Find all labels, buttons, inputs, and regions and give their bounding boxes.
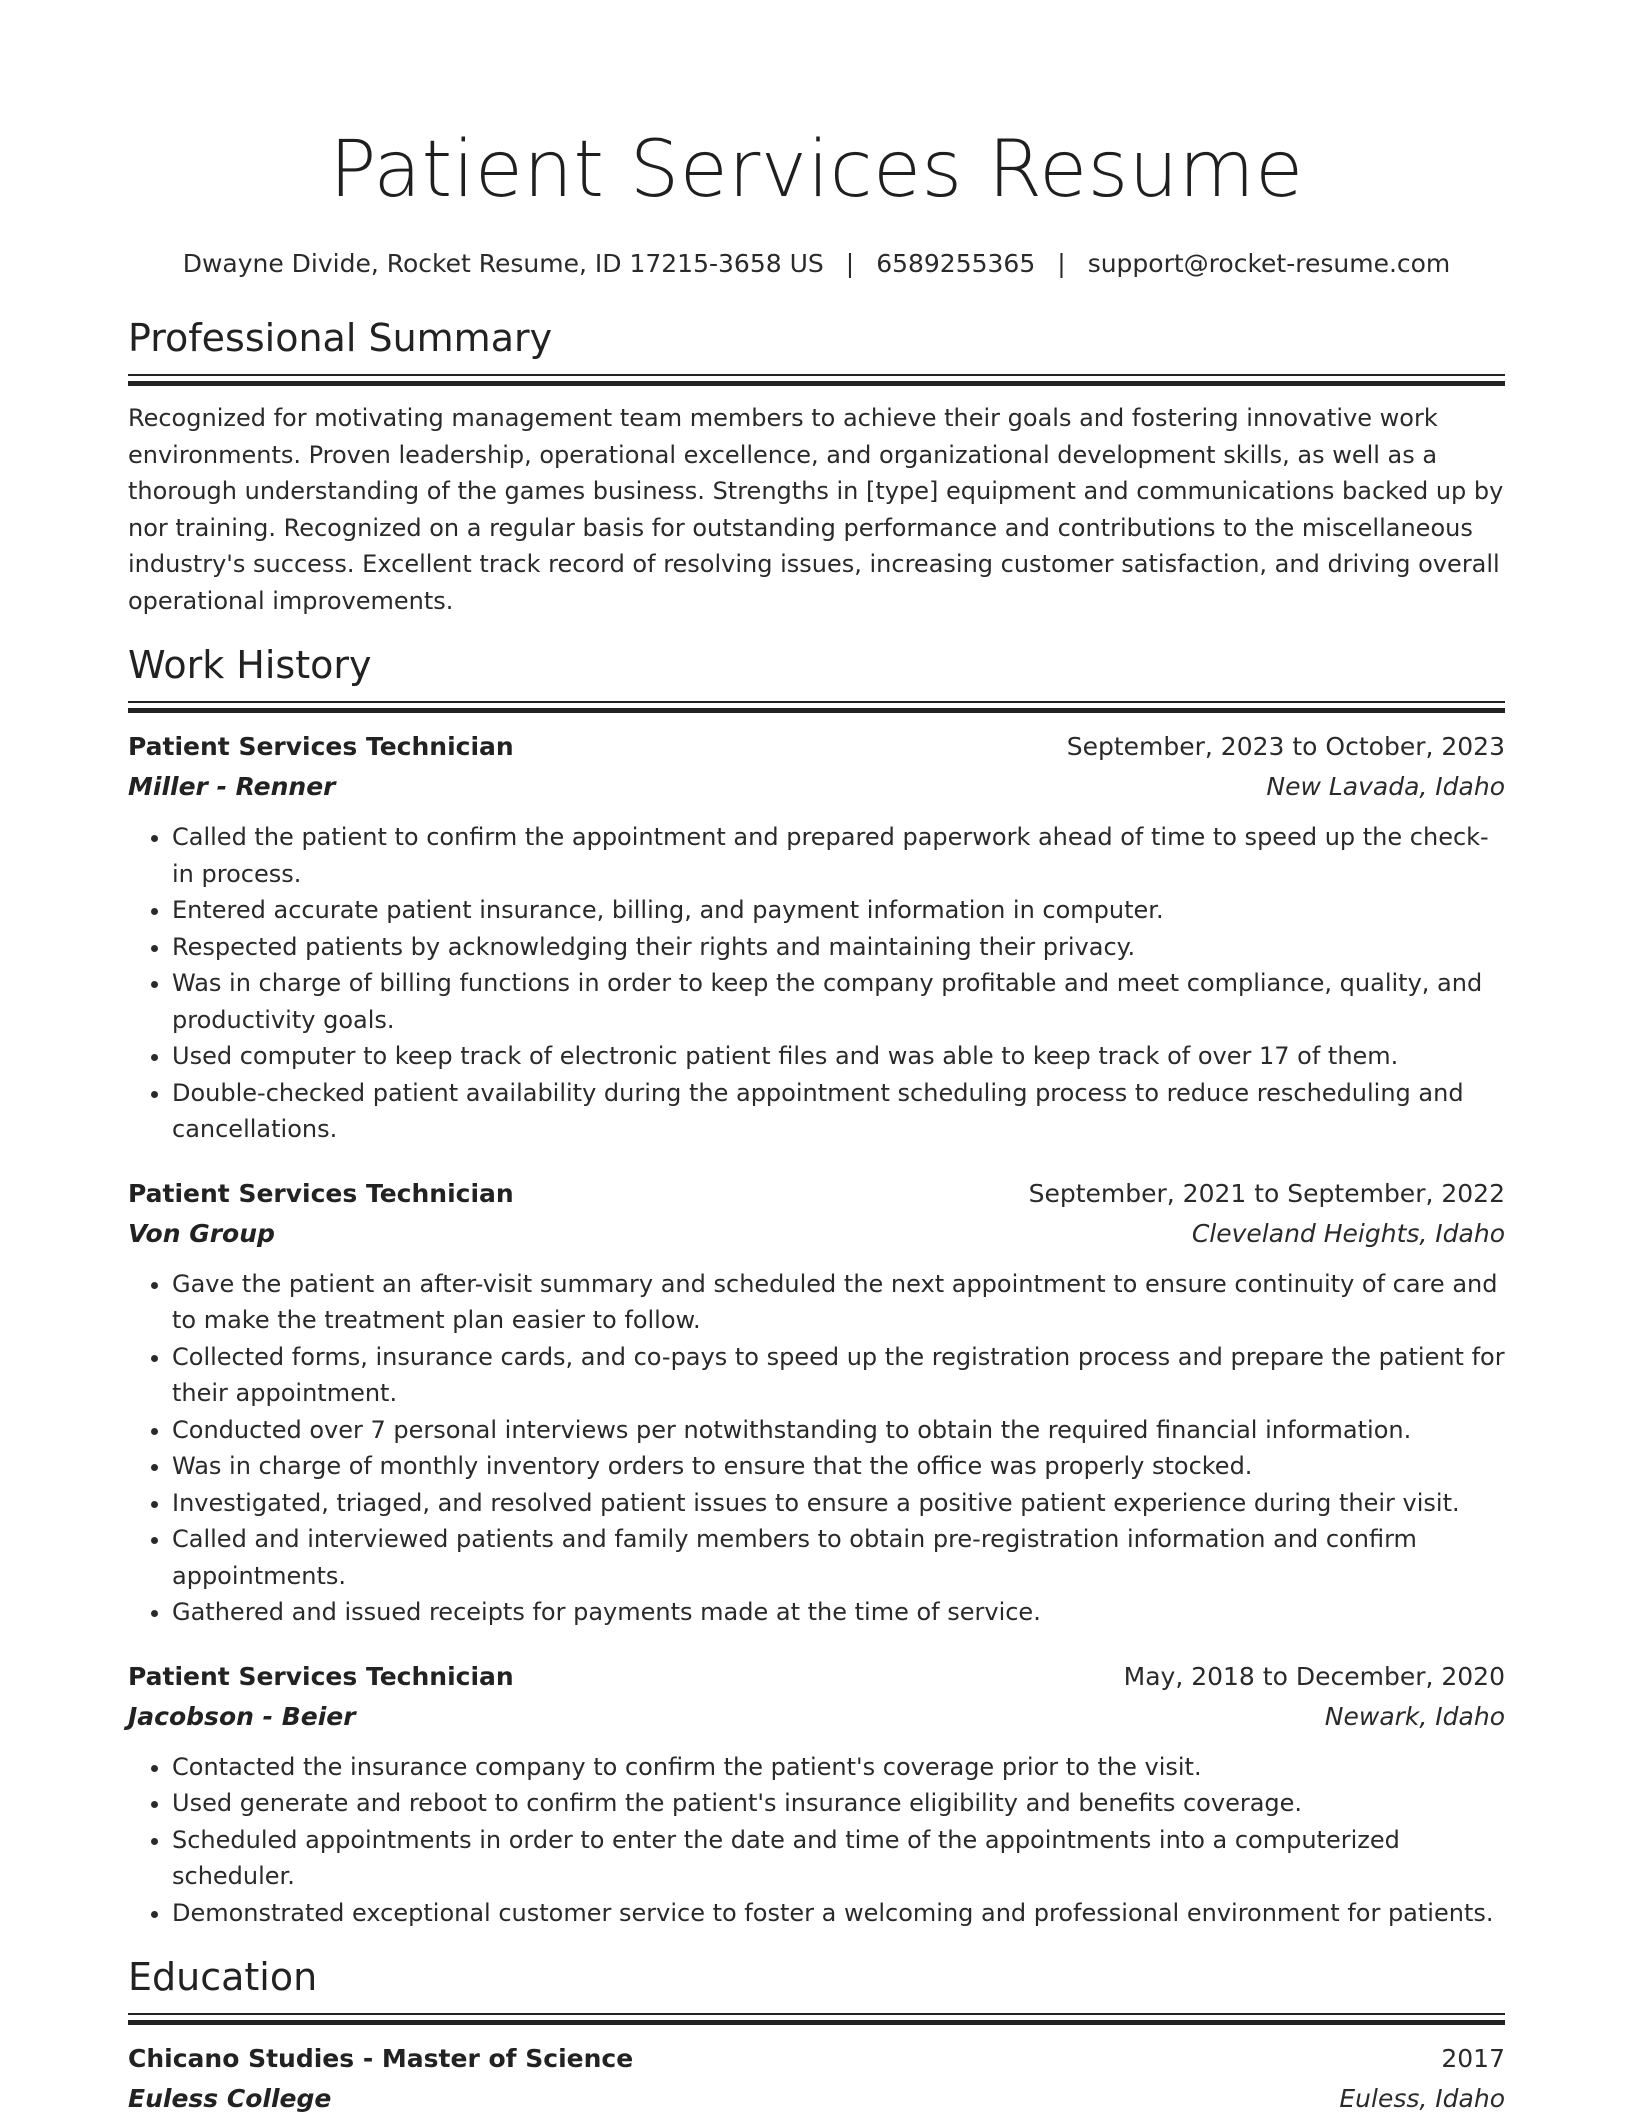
job-bullet: • Investigated, triaged, and resolved patient issues to ensure a positive patient experience during their visit.: [172, 1485, 1505, 1522]
job-bullet: • Double-checked patient availability during the appointment scheduling process to reduce rescheduling and cancellations.: [172, 1075, 1505, 1148]
work-history-section: [128, 641, 1505, 1931]
education-location: Euless, Idaho: [1339, 2084, 1505, 2113]
job-bullet-list: [128, 1749, 1505, 1932]
summary-section: [128, 314, 1505, 619]
resume-title: Patient Services Resume: [329, 125, 1304, 215]
job-title: Patient Services Technician: [128, 1661, 514, 1691]
job-dates: September, 2021 to September, 2022: [1028, 1178, 1505, 1208]
contact-phone: 6589255365: [876, 249, 1036, 278]
education-section: [128, 1953, 1505, 2119]
job-bullet: • Gave the patient an after-visit summary and scheduled the next appointment to ensure continuity of care and to make the treatment plan easier to follow.: [172, 1266, 1505, 1339]
job-title: Patient Services Technician: [128, 1178, 514, 1208]
job-bullet: • Demonstrated exceptional customer service to foster a welcoming and professional environment for patients.: [172, 1895, 1505, 1932]
job-location: Newark, Idaho: [1324, 1701, 1505, 1731]
job-entry: [128, 1174, 1505, 1631]
education-degree: Chicano Studies - Master of Science: [128, 2044, 634, 2073]
job-bullet: • Called the patient to confirm the appointment and prepared paperwork ahead of time to speed up the check-in process.: [172, 819, 1505, 892]
education-header-row: [128, 2039, 1505, 2079]
education-school: Euless College: [128, 2084, 332, 2113]
section-heading-summary: Professional Summary: [128, 316, 553, 360]
job-bullet: • Gathered and issued receipts for payments made at the time of service.: [172, 1594, 1505, 1631]
job-bullet: • Entered accurate patient insurance, billing, and payment information in computer.: [172, 892, 1505, 929]
job-bullet: • Used computer to keep track of electronic patient files and was able to keep track of over 17 of them.: [172, 1038, 1505, 1075]
job-entry: [128, 727, 1505, 1148]
job-bullet: • Called and interviewed patients and family members to obtain pre-registration information and confirm appointments.: [172, 1521, 1505, 1594]
contact-separator: |: [845, 249, 855, 278]
job-dates: May, 2018 to December, 2020: [1123, 1661, 1505, 1691]
education-entry: [128, 2039, 1505, 2119]
job-location: Cleveland Heights, Idaho: [1191, 1218, 1505, 1248]
job-location: New Lavada, Idaho: [1266, 772, 1505, 801]
education-year: 2017: [1441, 2044, 1505, 2073]
job-header-row: [128, 1174, 1505, 1214]
section-divider: [128, 2013, 1505, 2025]
job-bullet: • Was in charge of monthly inventory orders to ensure that the office was properly stocked.: [172, 1448, 1505, 1485]
job-bullet: • Contacted the insurance company to confirm the patient's coverage prior to the visit.: [172, 1749, 1505, 1786]
job-bullet: • Respected patients by acknowledging their rights and maintaining their privacy.: [172, 929, 1505, 966]
job-company-row: [128, 1697, 1505, 1737]
job-bullet: • Scheduled appointments in order to enter the date and time of the appointments into a computerized scheduler.: [172, 1822, 1505, 1895]
job-bullet: • Collected forms, insurance cards, and co-pays to speed up the registration process and prepare the patient for their appointment.: [172, 1339, 1505, 1412]
job-bullet: • Used generate and reboot to confirm the patient's insurance eligibility and benefits coverage.: [172, 1785, 1505, 1822]
section-divider: [128, 701, 1505, 713]
education-school-row: [128, 2079, 1505, 2119]
job-company-row: [128, 767, 1505, 807]
job-bullet: • Was in charge of billing functions in order to keep the company profitable and meet compliance, quality, and productivity goals.: [172, 965, 1505, 1038]
section-divider: [128, 374, 1505, 386]
job-company: Miller - Renner: [128, 772, 336, 801]
contact-separator: |: [1057, 249, 1066, 278]
section-heading-education: Education: [128, 1955, 318, 1999]
section-heading-work-history: Work History: [128, 643, 372, 687]
contact-line: [128, 248, 1505, 280]
job-header-row: [128, 1657, 1505, 1697]
summary-text: Recognized for motivating management team members to achieve their goals and fostering innovative work environments. Proven leadership, operational excellence, and organizational development skills, as well as a thorough understanding of the games business. Strengths in [type] equipment and communications backed up by nor training. Recognized on a regular basis for outstanding performance and contributions to the miscellaneous industry's success. Excellent track record of resolving issues, increasing customer satisfaction, and driving overall operational improvements.: [128, 404, 1504, 615]
job-company: Von Group: [128, 1218, 275, 1248]
job-entry: [128, 1657, 1505, 1932]
job-dates: September, 2023 to October, 2023: [1066, 732, 1505, 761]
contact-address: Dwayne Divide, Rocket Resume, ID 17215-3658 US: [182, 249, 824, 278]
job-title: Patient Services Technician: [128, 732, 514, 761]
job-bullet-list: [128, 819, 1505, 1148]
contact-email: support@rocket-resume.com: [1087, 249, 1451, 278]
job-bullet-list: [128, 1266, 1505, 1631]
job-company-row: [128, 1214, 1505, 1254]
job-header-row: [128, 727, 1505, 767]
job-bullet: • Conducted over 7 personal interviews per notwithstanding to obtain the required financial information.: [172, 1412, 1505, 1449]
job-company: Jacobson - Beier: [128, 1701, 356, 1731]
